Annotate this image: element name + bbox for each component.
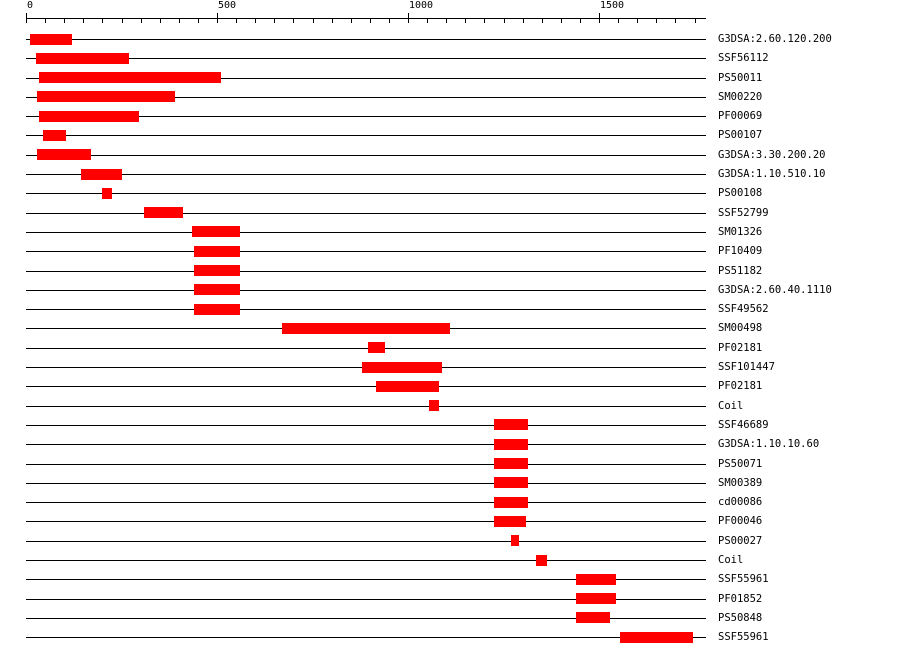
feature-label[interactable]: PF00046 [718,515,763,528]
axis-tick-minor [102,18,103,23]
axis-tick-major [408,13,409,23]
feature-row[interactable] [0,590,900,609]
feature-bar[interactable] [536,555,547,566]
feature-bar[interactable] [37,149,90,160]
axis-tick-minor [427,18,428,23]
feature-row[interactable] [0,377,900,396]
feature-bar[interactable] [39,72,220,83]
feature-label[interactable]: G3DSA:1.10.10.60 [718,438,820,451]
feature-row[interactable] [0,184,900,203]
feature-track-line [26,39,706,40]
feature-track-line [26,290,706,291]
axis-tick-minor [695,18,696,23]
axis-tick-minor [141,18,142,23]
feature-track-line [26,193,706,194]
axis-tick-minor [561,18,562,23]
feature-track-line [26,174,706,175]
feature-track-line [26,425,706,426]
axis-tick-label: 1500 [600,0,625,11]
feature-row[interactable] [0,126,900,145]
feature-track-line [26,232,706,233]
feature-bar[interactable] [194,265,240,276]
feature-bar[interactable] [144,207,182,218]
axis-tick-minor [504,18,505,23]
feature-row[interactable] [0,474,900,493]
feature-bar[interactable] [620,632,693,643]
axis-tick-major [599,13,600,23]
feature-label[interactable]: SSF46689 [718,418,769,431]
feature-row[interactable] [0,107,900,126]
feature-bar[interactable] [81,169,121,180]
feature-track-line [26,541,706,542]
feature-row[interactable] [0,146,900,165]
feature-track-line [26,502,706,503]
feature-row[interactable] [0,416,900,435]
axis-tick-minor [332,18,333,23]
axis-tick-minor [618,18,619,23]
axis-ruler [0,0,900,30]
feature-track-line [26,348,706,349]
feature-bar[interactable] [37,91,175,102]
feature-bar[interactable] [576,593,616,604]
axis-tick-minor [293,18,294,23]
feature-row[interactable] [0,319,900,338]
feature-track-line [26,406,706,407]
axis-tick-minor [45,18,46,23]
feature-bar[interactable] [43,130,66,141]
axis-tick-minor [179,18,180,23]
feature-label[interactable]: cd00086 [718,496,763,509]
feature-label[interactable]: PS50848 [718,611,763,624]
feature-label[interactable]: SSF52799 [718,206,769,219]
feature-row[interactable] [0,165,900,184]
feature-row[interactable] [0,300,900,319]
axis-tick-minor [523,18,524,23]
feature-label[interactable]: G3DSA:3.30.200.20 [718,148,826,161]
feature-label[interactable]: SSF49562 [718,303,769,316]
axis-tick-minor [370,18,371,23]
axis-tick-minor [675,18,676,23]
axis-tick-minor [64,18,65,23]
axis-tick-minor [484,18,485,23]
axis-tick-minor [313,18,314,23]
feature-bar[interactable] [194,246,240,257]
feature-label[interactable]: PS00027 [718,534,763,547]
feature-label[interactable]: SM00220 [718,90,763,103]
axis-tick-minor [351,18,352,23]
axis-tick-minor [83,18,84,23]
axis-tick-minor [656,18,657,23]
feature-row[interactable] [0,628,900,647]
feature-row[interactable] [0,242,900,261]
axis-line [26,18,706,19]
feature-bar[interactable] [368,342,385,353]
feature-bar[interactable] [494,497,528,508]
feature-bar[interactable] [576,574,616,585]
feature-row[interactable] [0,435,900,454]
feature-bar[interactable] [194,304,240,315]
feature-row[interactable] [0,609,900,628]
feature-label[interactable]: PS50011 [718,71,763,84]
feature-track-line [26,444,706,445]
feature-label[interactable]: SSF101447 [718,361,775,374]
feature-row[interactable] [0,493,900,512]
feature-track-line [26,271,706,272]
feature-label[interactable]: Coil [718,554,744,567]
feature-row[interactable] [0,281,900,300]
feature-row[interactable] [0,49,900,68]
feature-row[interactable] [0,339,900,358]
feature-bar[interactable] [282,323,450,334]
axis-tick-minor [465,18,466,23]
feature-bar[interactable] [429,400,439,411]
feature-label[interactable]: PF02181 [718,380,763,393]
axis-tick-minor [580,18,581,23]
feature-label[interactable]: SM01326 [718,225,763,238]
feature-label[interactable]: PS51182 [718,264,763,277]
axis-tick-major [217,13,218,23]
feature-track-line [26,309,706,310]
feature-bar[interactable] [30,34,72,45]
feature-bar[interactable] [102,188,112,199]
feature-label[interactable]: SSF55961 [718,631,769,644]
feature-label[interactable]: PS50071 [718,457,763,470]
feature-row[interactable] [0,512,900,531]
axis-tick-label: 500 [218,0,237,11]
feature-bar[interactable] [494,477,528,488]
feature-label[interactable]: PF00069 [718,110,763,123]
feature-track-line [26,560,706,561]
axis-tick-minor [198,18,199,23]
feature-label[interactable]: G3DSA:2.60.40.1110 [718,283,832,296]
axis-tick-minor [542,18,543,23]
feature-label[interactable]: SM00498 [718,322,763,335]
feature-label[interactable]: PS00108 [718,187,763,200]
feature-bar[interactable] [194,284,240,295]
feature-row[interactable] [0,262,900,281]
feature-label[interactable]: Coil [718,399,744,412]
feature-label[interactable]: PF10409 [718,245,763,258]
feature-label[interactable]: SM00389 [718,476,763,489]
feature-bar[interactable] [494,439,528,450]
axis-tick-major [26,13,27,23]
axis-tick-minor [160,18,161,23]
axis-tick-minor [236,18,237,23]
feature-label[interactable]: PS00107 [718,129,763,142]
feature-label[interactable]: G3DSA:1.10.510.10 [718,168,826,181]
feature-row[interactable] [0,88,900,107]
feature-label[interactable]: G3DSA:2.60.120.200 [718,33,832,45]
feature-track-line [26,135,706,136]
feature-bar[interactable] [39,111,138,122]
feature-label[interactable]: PF02181 [718,341,763,354]
axis-tick-minor [255,18,256,23]
feature-bar[interactable] [511,535,519,546]
feature-row[interactable] [0,455,900,474]
feature-bar[interactable] [494,419,528,430]
feature-row[interactable] [0,223,900,242]
feature-track-line [26,483,706,484]
feature-row[interactable] [0,397,900,416]
axis-tick-label: 0 [27,0,34,11]
feature-row[interactable] [0,551,900,570]
feature-track-line [26,637,706,638]
feature-label[interactable]: SSF55961 [718,573,769,586]
feature-label[interactable]: PF01852 [718,592,763,605]
feature-row[interactable] [0,358,900,377]
feature-bar[interactable] [192,226,240,237]
feature-row[interactable] [0,69,900,88]
feature-row[interactable] [0,30,900,49]
feature-label[interactable]: SSF56112 [718,52,769,65]
axis-tick-minor [389,18,390,23]
feature-bar[interactable] [36,53,130,64]
axis-tick-label: 1000 [409,0,434,11]
feature-bar[interactable] [576,612,610,623]
axis-tick-minor [637,18,638,23]
axis-tick-minor [274,18,275,23]
feature-row[interactable] [0,570,900,589]
feature-row[interactable] [0,532,900,551]
feature-track-line [26,521,706,522]
feature-track-line [26,386,706,387]
feature-track-line [26,213,706,214]
feature-row[interactable] [0,204,900,223]
feature-track-line [26,251,706,252]
feature-bar[interactable] [494,458,528,469]
feature-track-line [26,464,706,465]
feature-rows [0,30,900,648]
feature-bar[interactable] [494,516,526,527]
axis-tick-minor [122,18,123,23]
feature-bar[interactable] [362,362,442,373]
axis-tick-minor [446,18,447,23]
feature-track-line [26,155,706,156]
feature-bar[interactable] [376,381,439,392]
